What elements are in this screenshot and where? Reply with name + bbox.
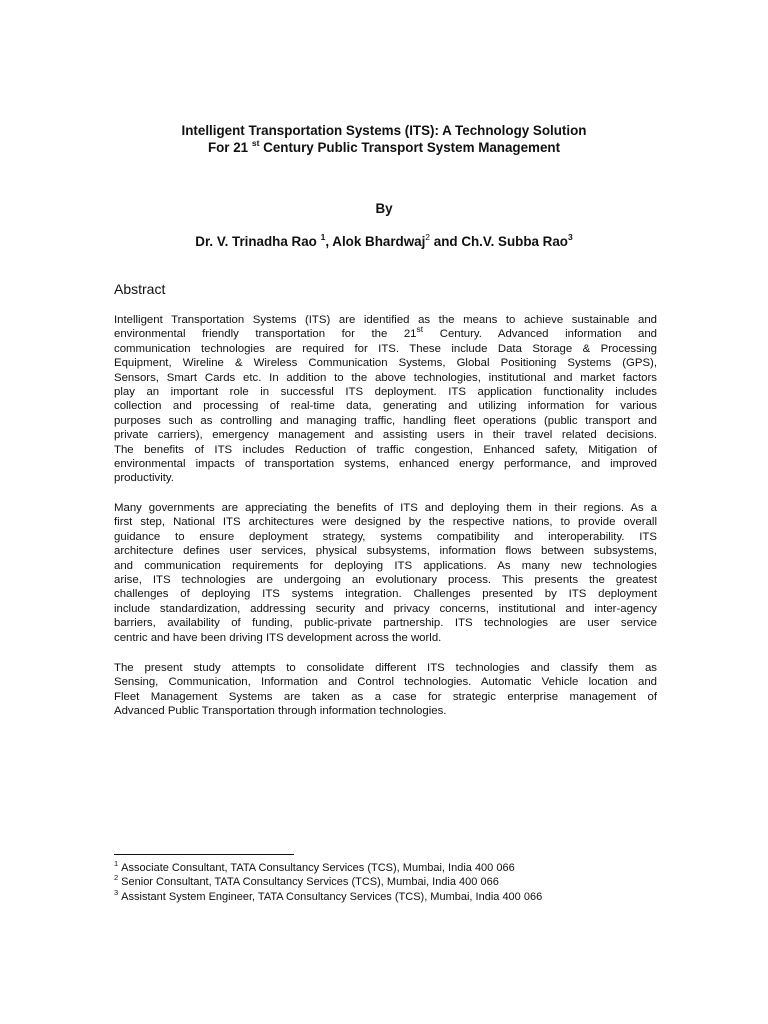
abstract-heading: Abstract: [114, 281, 166, 297]
text-line: barriers, availability of funding, public-private partnership. ITS technologies are user service: [114, 617, 657, 630]
author-2-footnote-mark: 2: [425, 231, 431, 242]
text-line: play an important role in successful ITS deployment. ITS application functionality includes: [114, 385, 657, 398]
footnote-3: [114, 888, 543, 904]
title-text-1: Intelligent Transportation Systems (ITS): A Technology Solution: [181, 123, 587, 138]
author-1-footnote-mark: 1: [320, 231, 326, 242]
footnote-mark: 1: [114, 859, 119, 869]
text-line: Intelligent Transportation Systems (ITS) are identified as the means to achieve sustainable and: [114, 314, 657, 326]
text-line-with-ordinal: [114, 323, 657, 341]
author-3-name: Ch.V. Subba Rao: [461, 234, 568, 249]
title-text-2-prefix: For 21: [207, 140, 249, 155]
text-line: private carriers), emergency management and assisting users in their travel related decisions.: [114, 429, 657, 442]
text-line: guidance to ensure deployment strategy, systems compatibility and interoperability. ITS: [114, 530, 657, 543]
text-line: Equipment, Wireline & Wireless Communication Systems, Global Positioning Systems (GPS),: [114, 357, 657, 370]
text-line: communication technologies are required for ITS. These include Data Storage & Processing: [114, 342, 657, 355]
text-line: Sensors, Smart Cards etc. In addition to the above technologies, institutional and market factors: [114, 371, 657, 384]
footnote-mark: 3: [114, 888, 119, 898]
text-line: Sensing, Communication, Information and Control technologies. Automatic Vehicle location and: [114, 676, 657, 689]
text-line: challenges of deploying ITS systems integration. Challenges presented by ITS deployment: [114, 588, 657, 601]
title-text-2-suffix: Century Public Transport System Management: [263, 140, 561, 155]
author-separator: ,: [325, 234, 330, 249]
text-line: and communication requirements for deploying ITS applications. As many new technologies: [114, 559, 657, 572]
title-ordinal-sup: st: [251, 137, 260, 148]
text-line: The benefits of ITS includes Reduction of traffic congestion, Enhanced safety, Mitigation of: [114, 443, 657, 456]
footnote-divider: [114, 854, 294, 855]
text-line: Advanced Public Transportation through information technologies.: [114, 705, 447, 718]
text-line: purposes such as controlling and managing traffic, handling fleet operations (public transport and: [114, 414, 657, 427]
text-line: collection and processing of real-time data, generating and utilizing information for various: [114, 400, 657, 413]
text-line: The present study attempts to consolidate different ITS technologies and classify them as: [114, 662, 657, 674]
abstract-paragraph-2: [114, 501, 657, 645]
author-3-footnote-mark: 3: [567, 231, 573, 242]
text-line: centric and have been driving ITS development across the world.: [114, 631, 442, 644]
footnote-text: Senior Consultant, TATA Consultancy Services (TCS), Mumbai, India 400 066: [121, 876, 499, 888]
text-line: Fleet Management Systems are taken as a case for strategic enterprise management of: [114, 690, 657, 703]
paper-title-line-1: [0, 123, 768, 139]
footnote-text: Assistant System Engineer, TATA Consultancy Services (TCS), Mumbai, India 400 066: [121, 891, 543, 903]
text-line: first step, National ITS architectures were designed by the respective nations, to provide overall: [114, 516, 657, 529]
text-line: Many governments are appreciating the benefits of ITS and deploying them in their regions. As a: [114, 502, 657, 514]
ordinal-sup: st: [416, 323, 424, 334]
text-line: include standardization, addressing security and privacy concerns, institutional and inter-agency: [114, 602, 657, 615]
footnote-mark: 2: [114, 873, 119, 883]
text-line: architecture defines user services, physical subsystems, information flows between subsystems,: [114, 545, 657, 558]
footnote-2: [114, 873, 499, 889]
text-line: environmental impacts of transportation systems, enhanced energy performance, and improved: [114, 457, 657, 470]
abstract-paragraph-1: [114, 313, 657, 486]
footnote-text: Associate Consultant, TATA Consultancy Services (TCS), Mumbai, India 400 066: [121, 862, 515, 874]
text-line: arise, ITS technologies are undergoing an evolutionary process. This presents the greatest: [114, 573, 657, 586]
byline: By: [375, 201, 393, 216]
author-2-name: Alok Bhardwaj: [332, 234, 426, 249]
text-segment: Century. Advanced information and: [439, 328, 657, 341]
author-conjunction: and: [433, 234, 458, 249]
abstract-paragraph-3: [114, 661, 657, 719]
paper-title-line-2: [0, 137, 768, 156]
text-segment: environmental friendly transportation for the 21: [114, 328, 417, 341]
text-line: productivity.: [114, 472, 174, 485]
footnote-1: [114, 859, 515, 875]
author-list: [0, 231, 768, 249]
author-1-name: Dr. V. Trinadha Rao: [195, 234, 317, 249]
